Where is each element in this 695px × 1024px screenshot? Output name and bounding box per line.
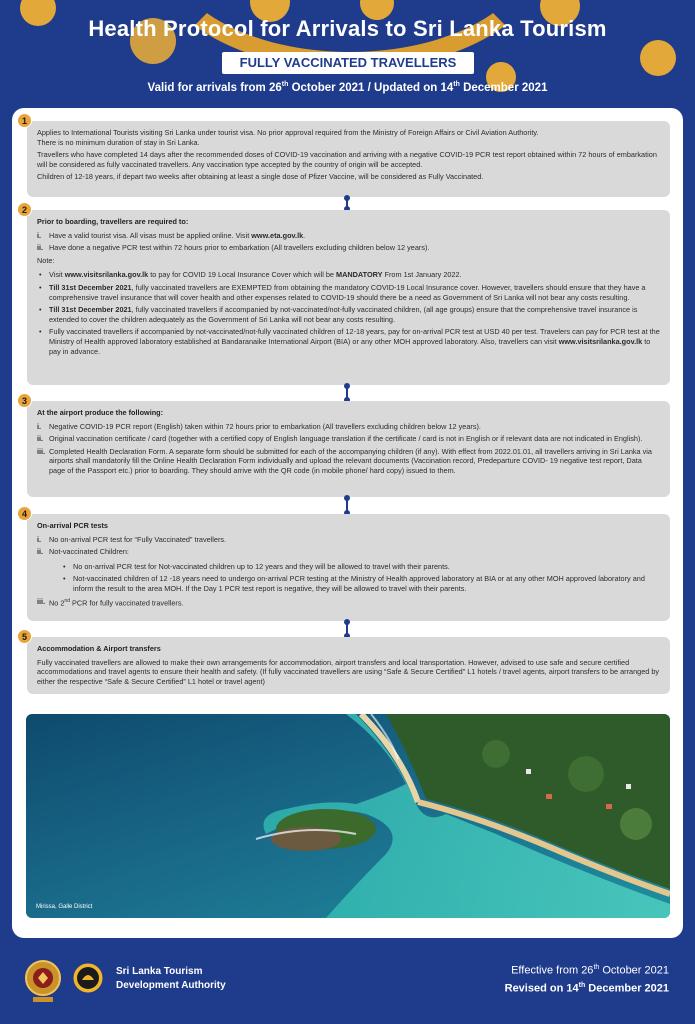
section-connector xyxy=(346,385,348,401)
s4-heading: On-arrival PCR tests xyxy=(37,521,108,530)
list-item: • Visit www.visitsrilanka.gov.lk to pay for COVID 19 Local Insurance Cover which will be MANDATORY From 1st January 2022. xyxy=(37,270,660,280)
section-1 xyxy=(27,121,670,197)
validity-line: Valid for arrivals from 26th October 2021 / Updated on 14th December 2021 xyxy=(147,81,548,94)
page-title: Health Protocol for Arrivals to Sri Lanka Tourism xyxy=(88,16,607,41)
sltda-logo-icon xyxy=(72,962,104,994)
effective-date: Effective from 26th October 2021 xyxy=(511,964,669,977)
note-label: Note: xyxy=(37,255,55,265)
eta-link[interactable]: www.eta.gov.lk xyxy=(251,230,304,240)
list-item: i. Negative COVID-19 PCR report (English) taken within 72 hours prior to embarkation (All travellers excluding children below 12 years). xyxy=(37,421,481,431)
section-2 xyxy=(27,210,670,385)
list-item: iii. Completed Health Declaration Form. A separate form should be submitted for each of the accompanying children (if any). With effect from 2022.01.01, all travellers arriving in Sri Lanka via airports shall mandatorily fill the Online Health Declaration Form individually and upload the relevant documents (Vaccination record, Predeparture COVID- 19 negative test report, Data page of the Passport etc.) prior to boarding. They should arrive with the QR code (in mobile phone/ hard copy) issued to them. xyxy=(37,446,652,475)
section-4 xyxy=(27,514,670,621)
list-item: • Till 31st December 2021, fully vaccinated travellers if accompanied by not-vaccinated/not-fully vaccinated children, (all age groups) ensure that the comprehensive travel insurance is extended to cover the children adequately as the Government of Sri Lanka will not bear any costs resulting. xyxy=(37,305,660,324)
sri-lanka-emblem-icon xyxy=(24,955,62,1005)
list-item: i. Have a valid tourist visa. All visas must be applied online. Visit www.eta.gov.lk. xyxy=(37,230,306,240)
list-item: • No on-arrival PCR test for Not-vaccinated children up to 12 years and they will be allowed to travel with their parents. xyxy=(37,562,660,572)
section-number-badge: 4 xyxy=(17,506,32,521)
visitsrilanka-link[interactable]: www.visitsrilanka.gov.lk xyxy=(64,270,149,280)
list-item: • Not-vaccinated children of 12 -18 years need to undergo on-arrival PCR testing at the Ministry of Health approved laboratory at BIA or at any other MOH approved laboratory and inform the result to the area MOH. If the Day 1 PCR test report is negative, they will be allowed to travel with their parents. xyxy=(37,574,660,593)
section-3 xyxy=(27,401,670,497)
mirissa-photo xyxy=(26,714,670,918)
list-item: ii. Not-vaccinated Children: xyxy=(37,547,129,557)
decor-circle xyxy=(640,40,676,76)
s5-heading: Accommodation & Airport transfers xyxy=(37,644,161,653)
section-5 xyxy=(27,637,670,694)
section-connector xyxy=(346,497,348,514)
list-item: • Fully vaccinated travellers if accompanied by not-vaccinated/not-fully vaccinated children of 12-18 years, pay for on-arrival PCR test at USD 40 per test. Travelers can pay for PCR test at the Ministry of Health approved laboratory established at Bandaranaike International Airport (BIA) or any other MOH approved laboratory. Also, travellers can visit www.visitsrilanka.gov.lk to pay in advance. xyxy=(37,327,660,356)
visitsrilanka-link[interactable]: www.visitsrilanka.gov.lk xyxy=(558,336,643,346)
section-connector xyxy=(346,621,348,637)
list-item: ii. Original vaccination certificate / card (together with a certified copy of English language translation if the certificate / card is not in English or if relevant data are not indicated in English). xyxy=(37,434,643,444)
photo-caption: Mirissa, Galle District xyxy=(36,904,93,910)
section-connector xyxy=(346,197,348,210)
revised-date: Revised on 14th December 2021 xyxy=(504,982,669,995)
page-subtitle: FULLY VACCINATED TRAVELLERS xyxy=(222,52,474,74)
s3-heading: At the airport produce the following: xyxy=(37,408,164,417)
section-number-badge: 1 xyxy=(17,113,32,128)
s2-heading: Prior to boarding, travellers are required to: xyxy=(37,217,189,226)
section-number-badge: 5 xyxy=(17,629,32,644)
list-item: i. No on-arrival PCR test for “Fully Vaccinated” travellers. xyxy=(37,534,227,544)
s5-para: Fully vaccinated travellers are allowed to make their own arrangements for accommodation, airport transfers and local transportation. However, advised to use safe and secure certified accommodations and travel agents to ensure their health and safety. (If fully vaccinated travellers are using “Safe & Secure Certified” L1 hotels / travel agents, airport transfers to be arranged by either the respective “Safe & Secure Certified” L1 hotel or travel agent) xyxy=(37,657,660,686)
section-number-badge: 2 xyxy=(17,202,32,217)
list-item: iii. No 2nd PCR for fully vaccinated travellers. xyxy=(37,596,184,607)
coastline-illustration xyxy=(26,714,670,918)
s1-para: Travellers who have completed 14 days after the recommended doses of COVID-19 vaccination and arriving with a negative COVID-19 PCR test report obtained within 72 hours of embarkation will be considered as fully vaccinated travellers. Any vaccination type accepted by the country of origin will be accepted. xyxy=(37,150,657,169)
s1-para: Applies to International Tourists visiting Sri Lanka under tourist visa. No prior approval required from the Ministry of Foreign Affairs or Civil Aviation Authority. There is no minimum duration of stay in Sri Lanka. xyxy=(37,128,539,147)
organization-name: Sri Lanka Tourism Development Authority xyxy=(116,966,226,991)
list-item: • Till 31st December 2021, fully vaccinated travellers are EXEMPTED from obtaining the mandatory COVID-19 Local Insurance cover. However, travellers should ensure that they have a comprehensive travel insurance that will cover health and other expenses related to COVID-19 should there be a need as Government of Sri Lanka will not bear any costs resulting. xyxy=(37,283,660,302)
list-item: ii. Have done a negative PCR test within 72 hours prior to embarkation (All travellers excluding children below 12 years). xyxy=(37,243,430,253)
section-number-badge: 3 xyxy=(17,393,32,408)
s1-para: Children of 12-18 years, if depart two weeks after obtaining at least a single dose of Pfizer Vaccine, will be considered as Fully Vaccinated. xyxy=(37,172,484,182)
